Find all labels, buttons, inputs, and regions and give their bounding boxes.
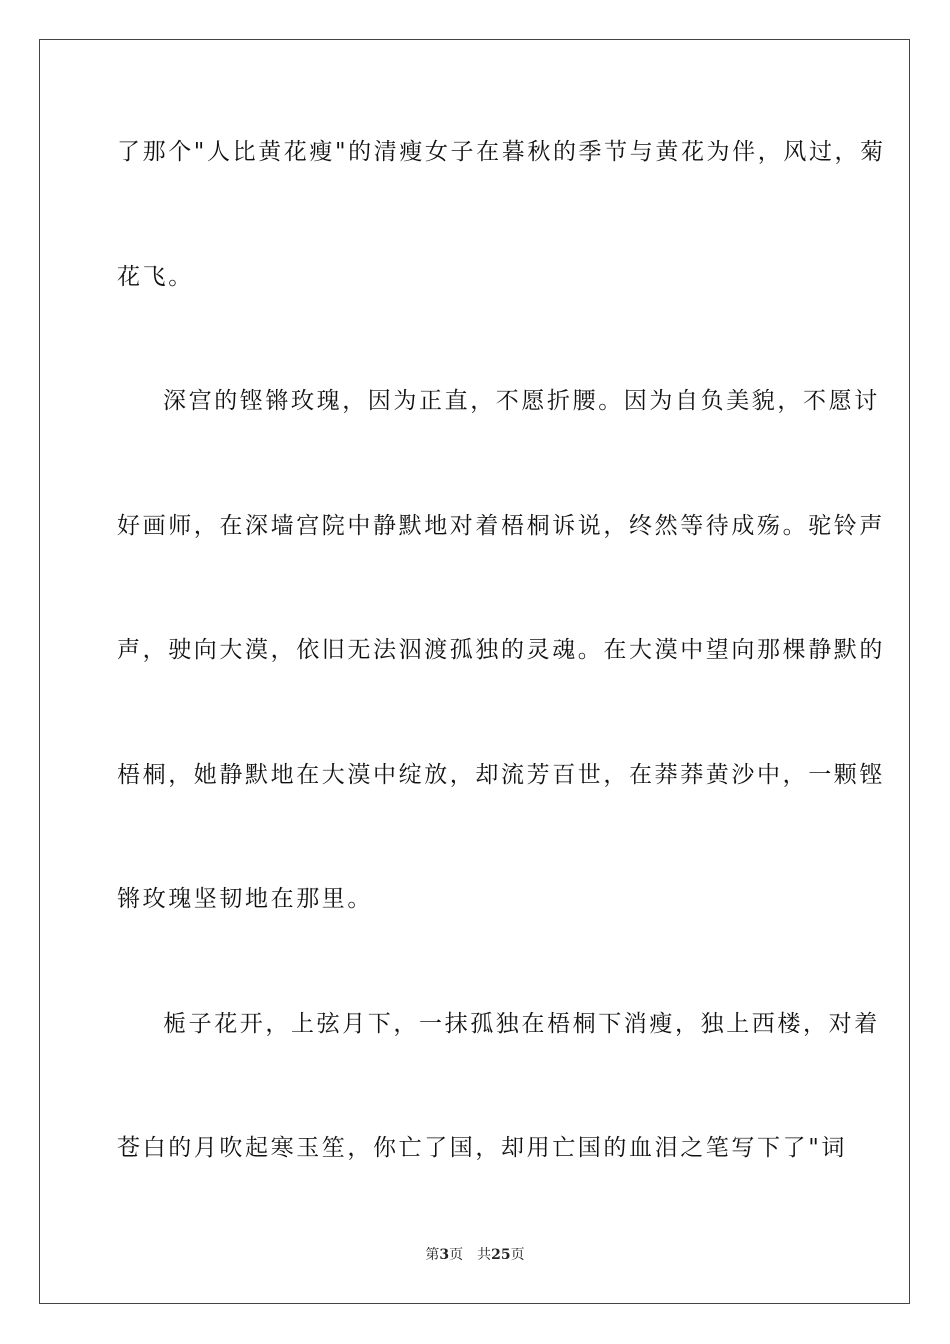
page-footer (0, 1246, 950, 1264)
page-border (39, 39, 910, 1304)
page-number: 3 (439, 1247, 450, 1263)
total-suffix: 页 (510, 1247, 525, 1263)
text-line-7: 锵玫瑰坚韧地在那里。 (117, 886, 373, 912)
text-line-1: 了那个"人比黄花瘦"的清瘦女子在暮秋的季节与黄花为伴，风过，菊 (117, 139, 886, 165)
text-line-6: 梧桐，她静默地在大漠中绽放，却流芳百世，在莽莽黄沙中，一颗铿 (117, 762, 885, 788)
page-suffix: 页 (449, 1247, 464, 1263)
total-prefix: 共 (477, 1247, 492, 1263)
page-prefix: 第 (425, 1247, 440, 1263)
paragraph-start-line-3: 深宫的铿锵玫瑰，因为正直，不愿折腰。因为自负美貌，不愿讨 (163, 388, 880, 414)
text-line-4: 好画师，在深墙宫院中静默地对着梧桐诉说，终然等待成殇。驼铃声 (117, 513, 885, 539)
text-line-2: 花飞。 (117, 264, 194, 290)
text-line-5: 声，驶向大漠，依旧无法泅渡孤独的灵魂。在大漠中望向那棵静默的 (117, 637, 885, 663)
paragraph-start-line-8: 栀子花开，上弦月下，一抹孤独在梧桐下消瘦，独上西楼，对着 (163, 1011, 880, 1037)
total-pages: 25 (491, 1247, 511, 1263)
text-line-9: 苍白的月吹起寒玉笙，你亡了国，却用亡国的血泪之笔写下了"词 (117, 1135, 847, 1161)
